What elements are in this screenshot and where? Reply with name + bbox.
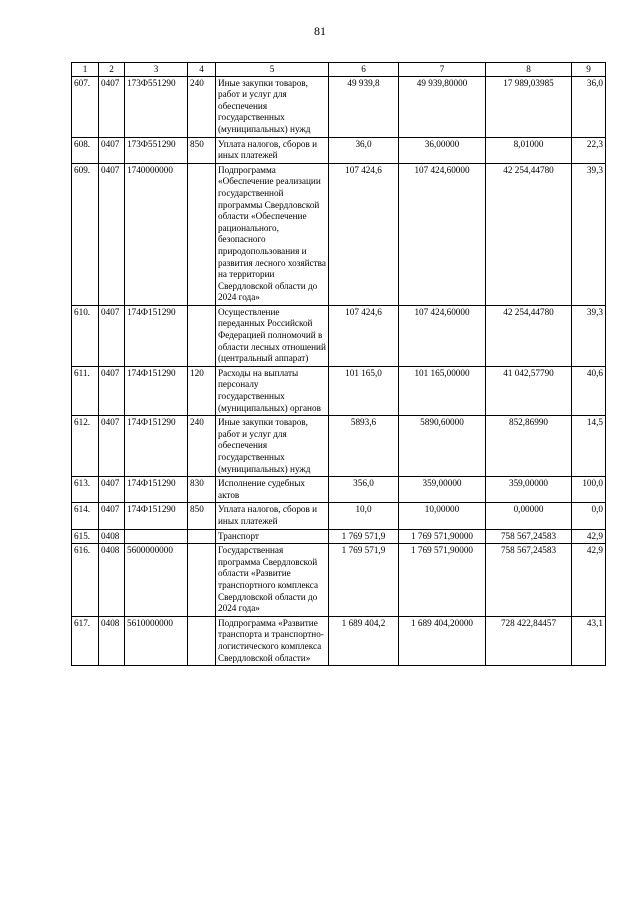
section-code-cell: 0407: [99, 366, 125, 415]
page-number: 81: [314, 24, 326, 38]
section-code-cell: 0407: [99, 477, 125, 503]
executed-amount-cell: 0,00000: [486, 503, 572, 529]
item-name-cell: Транспорт: [216, 529, 329, 544]
section-code-cell: 0407: [99, 137, 125, 163]
budget-allocation-cell: 5890,60000: [399, 416, 486, 477]
target-article-cell: 174Ф151290: [125, 416, 188, 477]
section-code-cell: 0408: [99, 529, 125, 544]
target-article-cell: 174Ф151290: [125, 305, 188, 366]
execution-percent-cell: 43,1: [572, 616, 606, 665]
header-cell: 8: [486, 63, 572, 77]
target-article-cell: [125, 529, 188, 544]
item-name-cell: Исполнение судебных актов: [216, 477, 329, 503]
section-code-cell: 0408: [99, 544, 125, 617]
expense-type-cell: [188, 163, 216, 305]
row-number-cell: 612.: [72, 416, 99, 477]
table-row: [72, 416, 606, 477]
header-cell: 4: [188, 63, 216, 77]
approved-amount-cell: 356,0: [329, 477, 399, 503]
target-article-cell: 174Ф151290: [125, 477, 188, 503]
approved-amount-cell: 5893,6: [329, 416, 399, 477]
executed-amount-cell: 8,01000: [486, 137, 572, 163]
expense-type-cell: [188, 544, 216, 617]
row-number-cell: 613.: [72, 477, 99, 503]
budget-allocation-cell: 36,00000: [399, 137, 486, 163]
expense-type-cell: 850: [188, 137, 216, 163]
row-number-cell: 611.: [72, 366, 99, 415]
executed-amount-cell: 359,00000: [486, 477, 572, 503]
table-row: [72, 477, 606, 503]
expense-type-cell: [188, 305, 216, 366]
executed-amount-cell: 758 567,24583: [486, 529, 572, 544]
approved-amount-cell: 107 424,6: [329, 305, 399, 366]
header-cell: 1: [72, 63, 99, 77]
expense-type-cell: [188, 616, 216, 665]
target-article-cell: 1740000000: [125, 163, 188, 305]
header-cell: 2: [99, 63, 125, 77]
table-row: [72, 163, 606, 305]
row-number-cell: 607.: [72, 76, 99, 137]
expense-type-cell: 240: [188, 76, 216, 137]
expense-type-cell: 850: [188, 503, 216, 529]
item-name-cell: Подпрограмма «Обеспечение реализации государственной программы Свердловской области «Обеспечение рационального, безопасного природопользования и развития лесного хозяйства на территории Свердловской области до 2024 года»: [216, 163, 329, 305]
row-number-cell: 616.: [72, 544, 99, 617]
section-code-cell: 0408: [99, 616, 125, 665]
executed-amount-cell: 42 254,44780: [486, 163, 572, 305]
header-cell: 5: [216, 63, 329, 77]
row-number-cell: 609.: [72, 163, 99, 305]
row-number-cell: 615.: [72, 529, 99, 544]
execution-percent-cell: 39,3: [572, 163, 606, 305]
executed-amount-cell: 17 989,03985: [486, 76, 572, 137]
section-code-cell: 0407: [99, 76, 125, 137]
target-article-cell: 173Ф551290: [125, 137, 188, 163]
budget-allocation-cell: 107 424,60000: [399, 305, 486, 366]
expense-type-cell: 120: [188, 366, 216, 415]
item-name-cell: Государственная программа Свердловской области «Развитие транспортного комплекса Свердловской области до 2024 года»: [216, 544, 329, 617]
target-article-cell: 174Ф151290: [125, 366, 188, 415]
executed-amount-cell: 41 042,57790: [486, 366, 572, 415]
executed-amount-cell: 728 422,84457: [486, 616, 572, 665]
approved-amount-cell: 10,0: [329, 503, 399, 529]
executed-amount-cell: 42 254,44780: [486, 305, 572, 366]
table-row: [72, 544, 606, 617]
table-row: [72, 137, 606, 163]
approved-amount-cell: 101 165,0: [329, 366, 399, 415]
row-number-cell: 617.: [72, 616, 99, 665]
header-row: [72, 63, 606, 77]
budget-table: [71, 62, 606, 666]
executed-amount-cell: 852,86990: [486, 416, 572, 477]
target-article-cell: 173Ф551290: [125, 76, 188, 137]
row-number-cell: 610.: [72, 305, 99, 366]
target-article-cell: 5610000000: [125, 616, 188, 665]
row-number-cell: 614.: [72, 503, 99, 529]
expense-type-cell: [188, 529, 216, 544]
execution-percent-cell: 0,0: [572, 503, 606, 529]
section-code-cell: 0407: [99, 416, 125, 477]
execution-percent-cell: 40,6: [572, 366, 606, 415]
execution-percent-cell: 39,3: [572, 305, 606, 366]
header-cell: 7: [399, 63, 486, 77]
budget-allocation-cell: 107 424,60000: [399, 163, 486, 305]
section-code-cell: 0407: [99, 305, 125, 366]
execution-percent-cell: 22,3: [572, 137, 606, 163]
item-name-cell: Осуществление переданных Российской Федерацией полномочий в области лесных отношений (центральный аппарат): [216, 305, 329, 366]
approved-amount-cell: 1 769 571,9: [329, 544, 399, 617]
header-cell: 9: [572, 63, 606, 77]
section-code-cell: 0407: [99, 503, 125, 529]
execution-percent-cell: 42,9: [572, 544, 606, 617]
section-code-cell: 0407: [99, 163, 125, 305]
row-number-cell: 608.: [72, 137, 99, 163]
table-row: [72, 503, 606, 529]
table-row: [72, 76, 606, 137]
approved-amount-cell: 1 689 404,2: [329, 616, 399, 665]
execution-percent-cell: 14,5: [572, 416, 606, 477]
table-row: [72, 616, 606, 665]
item-name-cell: Уплата налогов, сборов и иных платежей: [216, 503, 329, 529]
header-cell: 3: [125, 63, 188, 77]
budget-allocation-cell: 10,00000: [399, 503, 486, 529]
approved-amount-cell: 107 424,6: [329, 163, 399, 305]
item-name-cell: Иные закупки товаров, работ и услуг для обеспечения государственных (муниципальных) нужд: [216, 416, 329, 477]
execution-percent-cell: 42,9: [572, 529, 606, 544]
expense-type-cell: 830: [188, 477, 216, 503]
target-article-cell: 5600000000: [125, 544, 188, 617]
expense-type-cell: 240: [188, 416, 216, 477]
approved-amount-cell: 49 939,8: [329, 76, 399, 137]
approved-amount-cell: 1 769 571,9: [329, 529, 399, 544]
budget-allocation-cell: 1 769 571,90000: [399, 529, 486, 544]
budget-allocation-cell: 1 769 571,90000: [399, 544, 486, 617]
approved-amount-cell: 36,0: [329, 137, 399, 163]
table-row: [72, 529, 606, 544]
executed-amount-cell: 758 567,24583: [486, 544, 572, 617]
budget-allocation-cell: 1 689 404,20000: [399, 616, 486, 665]
target-article-cell: 174Ф151290: [125, 503, 188, 529]
budget-allocation-cell: 101 165,00000: [399, 366, 486, 415]
item-name-cell: Уплата налогов, сборов и иных платежей: [216, 137, 329, 163]
table-row: [72, 366, 606, 415]
budget-allocation-cell: 359,00000: [399, 477, 486, 503]
header-cell: 6: [329, 63, 399, 77]
execution-percent-cell: 36,0: [572, 76, 606, 137]
item-name-cell: Иные закупки товаров, работ и услуг для обеспечения государственных (муниципальных) нужд: [216, 76, 329, 137]
execution-percent-cell: 100,0: [572, 477, 606, 503]
item-name-cell: Подпрограмма «Развитие транспорта и транспортно-логистического комплекса Свердловской области»: [216, 616, 329, 665]
table-row: [72, 305, 606, 366]
item-name-cell: Расходы на выплаты персоналу государственных (муниципальных) органов: [216, 366, 329, 415]
budget-allocation-cell: 49 939,80000: [399, 76, 486, 137]
